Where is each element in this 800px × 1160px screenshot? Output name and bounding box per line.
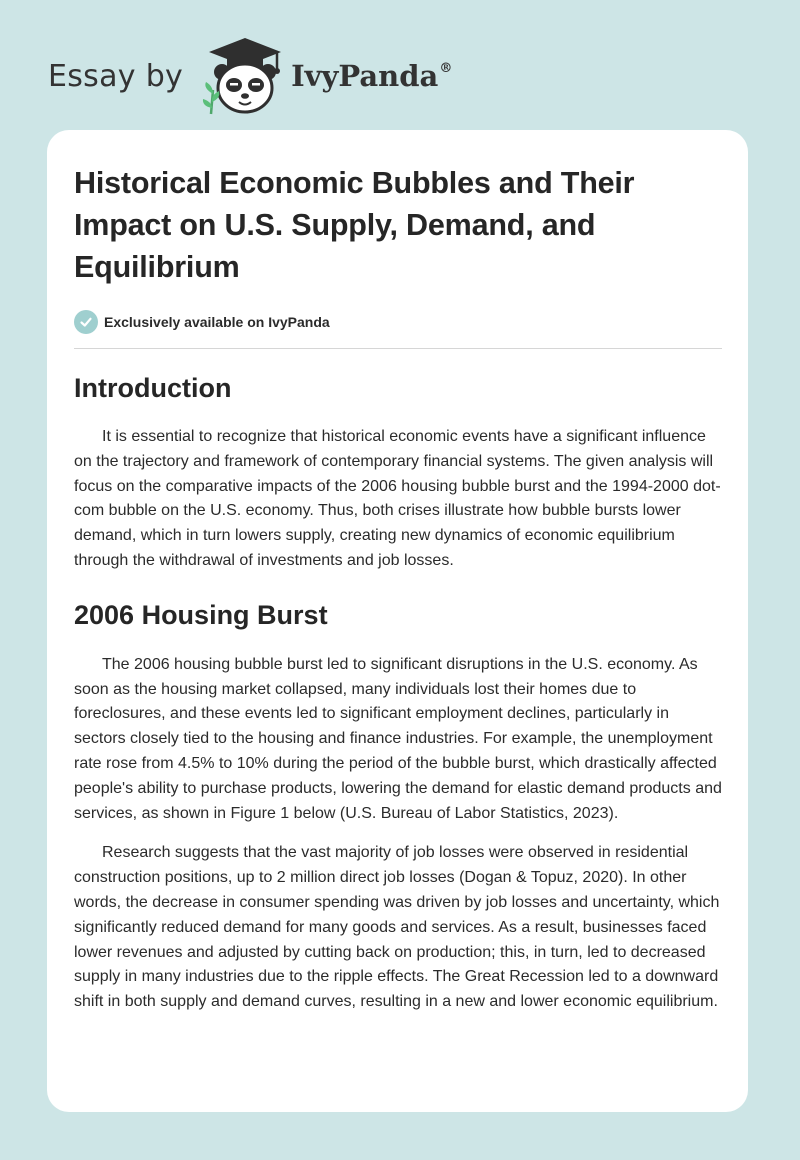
- article-card: [47, 130, 748, 1112]
- check-icon: [74, 310, 98, 334]
- registered-mark: ®: [439, 61, 453, 76]
- paragraph: It is essential to recognize that historical economic events have a significant influence on the trajectory and framework of contemporary financial systems. The given analysis will focus on the comparative impacts of the 2006 housing bubble burst and the 1994-2000 dot-com bubble on the U.S. economy. Thus, both crises illustrate how bubble bursts lower demand, which in turn lowers supply, creating new dynamics of economic equilibrium through the withdrawal of investments and job losses.: [74, 428, 721, 569]
- section-heading: Introduction: [74, 373, 232, 403]
- exclusive-badge: [74, 310, 722, 334]
- paragraph: Research suggests that the vast majority of job losses were observed in residential construction positions, up to 2 million direct job losses (Dogan & Topuz, 2020). In other words, the decrease in consumer spending was driven by job losses and uncertainty, which significantly reduced demand for many goods and services. As a result, businesses faced lower revenues and adjusted by cutting back on production; this, in turn, led to decreased supply in many industries due to the ripple effects. The Great Recession led to a downward shift in both supply and demand curves, resulting in a new and lower economic equilibrium.: [74, 844, 720, 1011]
- panda-graduate-icon[interactable]: [197, 36, 289, 116]
- site-header: [48, 36, 452, 116]
- section-introduction: [74, 371, 722, 574]
- essay-by-label: Essay by: [48, 58, 184, 94]
- exclusive-label: Exclusively available on IvyPanda: [104, 314, 330, 330]
- section-heading: 2006 Housing Burst: [74, 599, 328, 630]
- brand-label: IvyPanda: [291, 59, 439, 93]
- paragraph: The 2006 housing bubble burst led to significant disruptions in the U.S. economy. As soon as the housing market collapsed, many individuals lost their homes due to foreclosures, and these events led to significant employment declines, particularly in sectors closely tied to the housing and finance industries. For example, the unemployment rate rose from 4.5% to 10% during the period of the bubble burst, which drastically affected people's ability to purchase products, lowering the demand for elastic demand products and services, as shown in Figure 1 below (U.S. Bureau of Labor Statistics, 2023).: [74, 655, 722, 822]
- article-title: Historical Economic Bubbles and Their Impact on U.S. Supply, Demand, and Equilibrium: [74, 166, 635, 284]
- divider: [74, 348, 722, 349]
- section-housing-burst: [74, 598, 722, 1015]
- brand-name[interactable]: [291, 59, 452, 93]
